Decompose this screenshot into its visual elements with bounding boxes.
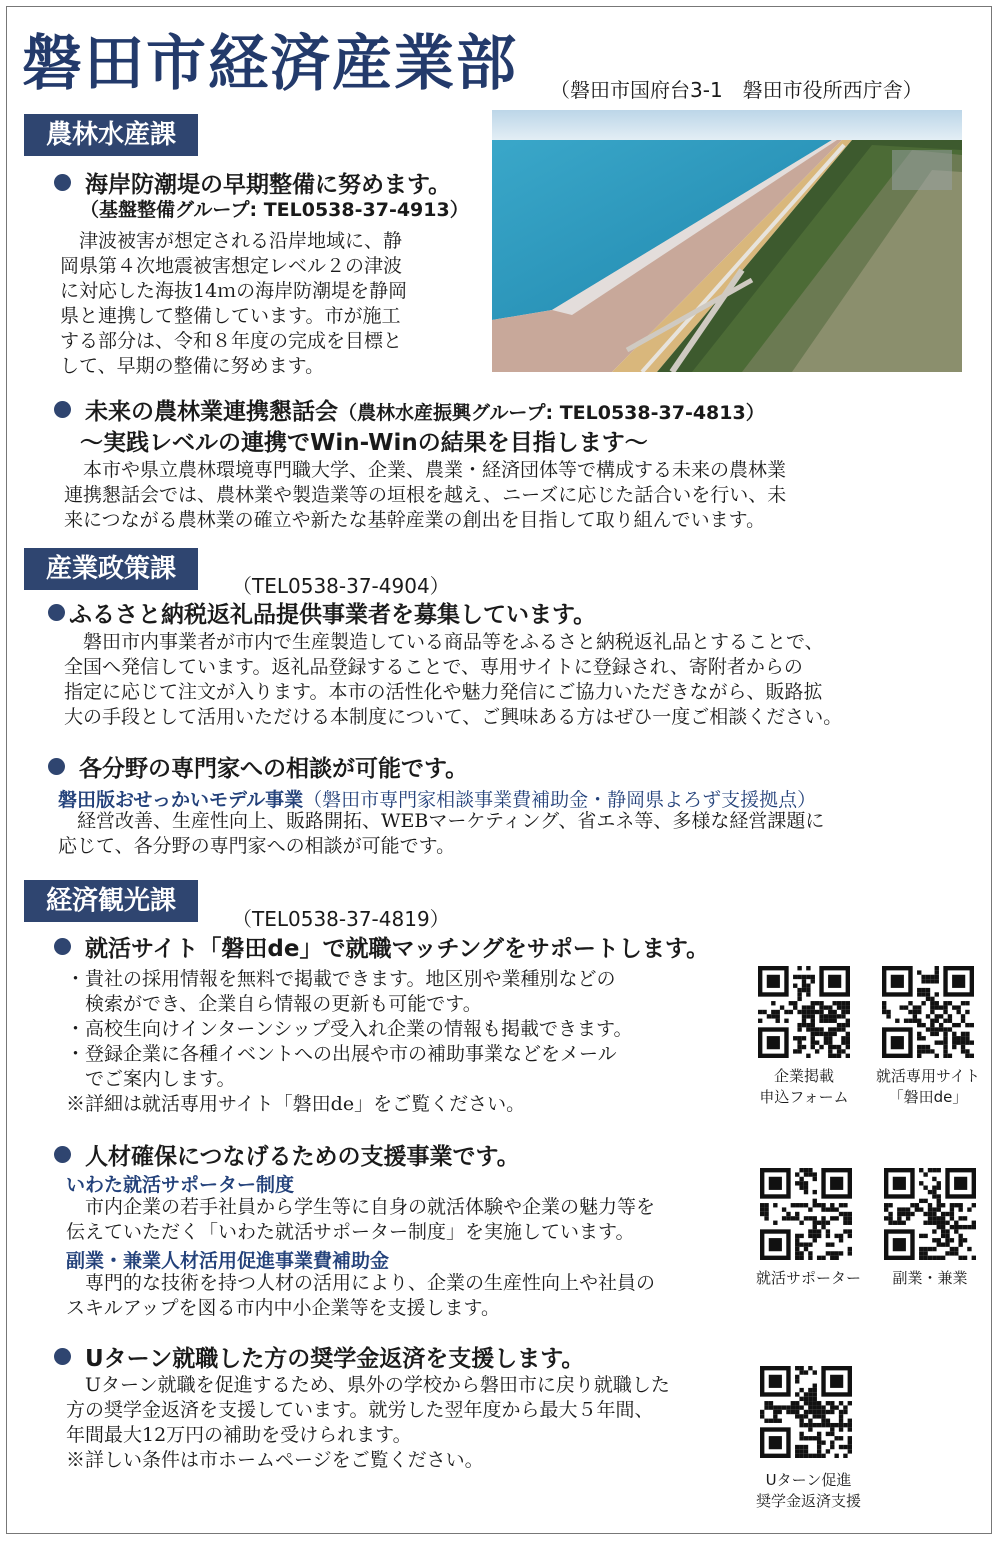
tourism-tel: （TEL0538-37-4819） [232, 907, 450, 931]
section-heading-industry: 産業政策課 [24, 548, 198, 590]
forum-heading: 未来の農林業連携懇話会（農林水産振興グループ: TEL0538-37-4813） [54, 393, 765, 426]
jobsite-text: ・貴社の採用情報を無料で掲載できます。地区別や業種別などの 検索ができ、企業自ら情報の更新も可能です。 ・高校生向けインターンシップ受入れ企業の情報も掲載できます。 ・登録企業に各種イベントへの出展や市の補助事業などをメール でご案内します。 ※詳細は就活専用サイト「磐田de」をご覧ください。 [66, 968, 633, 1115]
page-title: 磐田市経済産業部 [22, 29, 518, 99]
qr-caption-job-site: 就活専用サイト 「磐田de」 [876, 1067, 980, 1106]
sidejob-program-title: 副業・兼業人材活用促進事業費補助金 [66, 1250, 390, 1272]
industry-tel: （TEL0538-37-4904） [232, 574, 450, 598]
qr-caption-uturn: Uターン促進 奨学金返済支援 [755, 1471, 861, 1510]
expert-heading: 各分野の専門家への相談が可能です。 [48, 750, 468, 783]
bullet-icon [48, 604, 65, 621]
qr-caption-employer-form: 企業掲載 申込フォーム [759, 1067, 849, 1106]
address: （磐田市国府台3-1 磐田市役所西庁舎） [550, 78, 923, 102]
qr-code-supporter[interactable] [760, 1168, 852, 1260]
talent-heading: 人材確保につなげるための支援事業です。 [54, 1138, 520, 1171]
uturn-text: Uターン就職を促進するため、県外の学校から磐田市に戻り就職した 方の奨学金返済を支援しています。就労した翌年度から最大５年間、 年間最大12万円の補助を受けられます。 ※詳しい条件は市ホームページをご覧ください。 [66, 1374, 670, 1471]
furusato-text: 磐田市内事業者が市内で生産製造している商品等をふるさと納税返礼品とすることで、 全国へ発信しています。返礼品登録することで、専用サイトに登録され、寄附者からの 指定に応じて注文が入ります。本市の活性化や魅力発信にご協力いただきながら、販路拡 大の手段として活用いただける本制度について、ご興味ある方はぜひ一度ご相談ください。 [64, 631, 843, 728]
qr-code-uturn[interactable] [760, 1366, 852, 1458]
bullet-icon [48, 758, 65, 775]
forum-text: 本市や県立農林環境専門職大学、企業、農業・経済団体等で構成する未来の農林業 連携懇話会では、農林業や製造業等の垣根を越え、ニーズに応じた話合いを行い、未 来につながる農林業の確立や新たな基幹産業の創出を目指して取り組んでいます。 [64, 459, 787, 531]
jobsite-heading: 就活サイト「磐田de」で就職マッチングをサポートします。 [54, 930, 709, 963]
section-heading-tourism: 経済観光課 [24, 880, 198, 922]
coastal-seawall-photo [492, 110, 962, 372]
bullet-icon [54, 174, 71, 191]
qr-code-sidejob[interactable] [884, 1168, 976, 1260]
supporter-program-title: いわた就活サポーター制度 [66, 1174, 295, 1196]
supporter-program-text: 市内企業の若手社員から学生等に自身の就活体験や企業の魅力等を 伝えていただく「いわた就活サポーター制度」を実施しています。 [66, 1196, 656, 1243]
qr-caption-sidejob: 副業・兼業 [892, 1269, 968, 1287]
qr-caption-supporter: 就活サポーター [755, 1269, 861, 1287]
bullet-icon [54, 1348, 71, 1365]
qr-code-employer-form[interactable] [758, 966, 850, 1058]
qr-code-job-site[interactable] [882, 966, 974, 1058]
bullet-icon [54, 401, 71, 418]
sidejob-program-text: 専門的な技術を持つ人材の活用により、企業の生産性向上や社員の スキルアップを図る市内中小企業等を支援します。 [66, 1272, 656, 1319]
expert-text: 経営改善、生産性向上、販路開拓、WEBマーケティング、省エネ等、多様な経営課題に 応じて、各分野の専門家への相談が可能です。 [58, 810, 825, 857]
uturn-heading: Uターン就職した方の奨学金返済を支援します。 [54, 1340, 584, 1373]
expert-program: 磐田版おせっかいモデル事業（磐田市専門家相談事業費補助金・静岡県よろず支援拠点） [58, 789, 817, 811]
seawall-contact: （基盤整備グループ: TEL0538-37-4913） [80, 199, 469, 221]
bullet-icon [54, 938, 71, 955]
seawall-heading: 海岸防潮堤の早期整備に努めます。 [54, 166, 451, 199]
seawall-text: 津波被害が想定される沿岸地域に、静 岡県第４次地震被害想定レベル２の津波 に対応した海抜14ｍの海岸防潮堤を静岡 県と連携して整備しています。市が施工 する部分は、令和８年度の完成を目標と して、早期の整備に努めます。 [60, 230, 408, 377]
bullet-icon [54, 1146, 71, 1163]
furusato-heading: ふるさと納税返礼品提供事業者を募集しています。 [48, 596, 596, 629]
section-heading-agri: 農林水産課 [24, 114, 198, 156]
forum-subtitle: 〜実践レベルの連携でWin-Winの結果を目指します〜 [80, 430, 648, 456]
